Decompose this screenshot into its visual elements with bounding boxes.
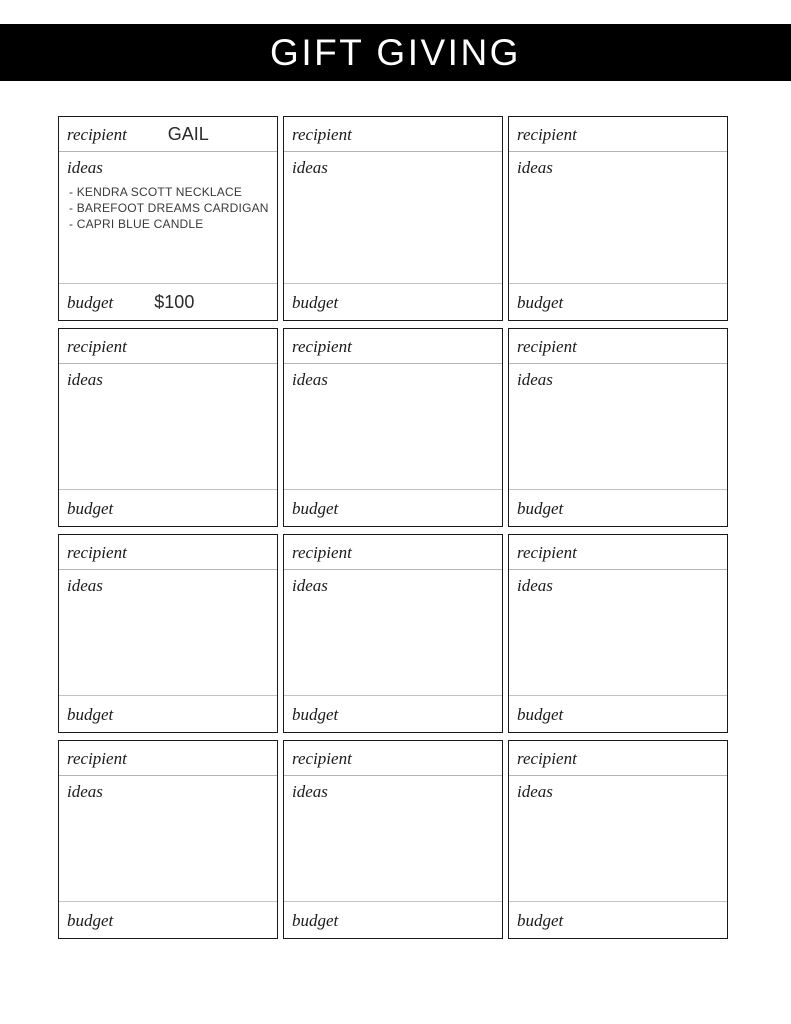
recipient-field[interactable] (59, 741, 277, 776)
ideas-field[interactable] (59, 181, 277, 284)
gift-card[interactable] (508, 116, 728, 321)
ideas-list (294, 805, 492, 809)
ideas-list (294, 599, 492, 603)
ideas-list (519, 181, 717, 185)
budget-label: budget (517, 910, 564, 930)
ideas-field[interactable] (59, 393, 277, 490)
budget-value[interactable]: $100 (154, 292, 195, 312)
ideas-label: ideas (517, 370, 553, 389)
ideas-label-row (284, 152, 502, 181)
page-title: GIFT GIVING (270, 32, 521, 73)
budget-label: budget (292, 292, 339, 312)
gift-card[interactable] (283, 116, 503, 321)
ideas-list (294, 181, 492, 185)
recipient-label: recipient (517, 124, 577, 144)
budget-field[interactable] (509, 696, 727, 732)
budget-field[interactable] (284, 696, 502, 732)
card-row (58, 534, 728, 733)
ideas-list (69, 599, 267, 603)
ideas-label-row (59, 364, 277, 393)
budget-field[interactable] (509, 490, 727, 526)
ideas-list (294, 393, 492, 397)
ideas-field[interactable] (59, 599, 277, 696)
ideas-list (69, 393, 267, 397)
recipient-field[interactable] (284, 741, 502, 776)
ideas-label: ideas (67, 576, 103, 595)
gift-card[interactable] (58, 328, 278, 527)
idea-item: - CAPRI BLUE CANDLE (69, 216, 204, 231)
card-row (58, 116, 728, 321)
ideas-list (519, 599, 717, 603)
budget-field[interactable] (59, 696, 277, 732)
recipient-field[interactable] (284, 117, 502, 152)
ideas-label-row (509, 776, 727, 805)
ideas-label: ideas (517, 576, 553, 595)
recipient-field[interactable] (509, 117, 727, 152)
ideas-field[interactable] (284, 805, 502, 902)
budget-field[interactable] (59, 490, 277, 526)
budget-field[interactable] (509, 902, 727, 938)
recipient-label: recipient (292, 336, 352, 356)
recipient-field[interactable] (59, 117, 277, 152)
recipient-label: recipient (517, 748, 577, 768)
ideas-list (69, 805, 267, 809)
gift-card[interactable] (283, 328, 503, 527)
budget-label: budget (292, 704, 339, 724)
recipient-label: recipient (517, 336, 577, 356)
ideas-label-row (59, 152, 277, 181)
recipient-label: recipient (67, 336, 127, 356)
ideas-field[interactable] (509, 599, 727, 696)
budget-field[interactable] (59, 284, 277, 320)
ideas-label-row (284, 364, 502, 393)
ideas-label: ideas (292, 782, 328, 801)
recipient-label: recipient (292, 748, 352, 768)
ideas-field[interactable] (59, 805, 277, 902)
recipient-label: recipient (517, 542, 577, 562)
ideas-label: ideas (292, 370, 328, 389)
budget-label: budget (292, 910, 339, 930)
ideas-field[interactable] (509, 181, 727, 284)
ideas-label-row (509, 152, 727, 181)
ideas-label-row (284, 776, 502, 805)
recipient-label: recipient (67, 542, 127, 562)
gift-card[interactable] (58, 116, 278, 321)
ideas-label: ideas (517, 158, 553, 177)
budget-label: budget (517, 704, 564, 724)
recipient-label: recipient (292, 124, 352, 144)
ideas-field[interactable] (284, 393, 502, 490)
budget-label: budget (67, 292, 114, 312)
ideas-label: ideas (67, 782, 103, 801)
gift-card[interactable] (58, 534, 278, 733)
ideas-label-row (284, 570, 502, 599)
ideas-field[interactable] (284, 599, 502, 696)
gift-card[interactable] (508, 534, 728, 733)
recipient-label: recipient (292, 542, 352, 562)
ideas-list (69, 181, 267, 233)
idea-item: - BAREFOOT DREAMS CARDIGAN (69, 200, 269, 215)
ideas-label: ideas (67, 370, 103, 389)
recipient-field[interactable] (59, 535, 277, 570)
ideas-field[interactable] (284, 181, 502, 284)
ideas-list (519, 393, 717, 397)
idea-item: - KENDRA SCOTT NECKLACE (69, 185, 243, 199)
ideas-label-row (59, 776, 277, 805)
recipient-field[interactable] (284, 535, 502, 570)
ideas-label-row (509, 570, 727, 599)
budget-field[interactable] (284, 490, 502, 526)
ideas-label: ideas (292, 158, 328, 177)
budget-label: budget (67, 498, 114, 518)
budget-field[interactable] (284, 902, 502, 938)
budget-field[interactable] (284, 284, 502, 320)
ideas-field[interactable] (509, 805, 727, 902)
recipient-label: recipient (67, 748, 127, 768)
ideas-label: ideas (67, 158, 103, 177)
budget-label: budget (292, 498, 339, 518)
ideas-field[interactable] (509, 393, 727, 490)
gift-card[interactable] (283, 740, 503, 939)
budget-label: budget (517, 498, 564, 518)
ideas-label: ideas (517, 782, 553, 801)
ideas-label-row (509, 364, 727, 393)
gift-card[interactable] (508, 328, 728, 527)
card-row (58, 740, 728, 939)
recipient-field[interactable] (509, 535, 727, 570)
recipient-field[interactable] (509, 329, 727, 364)
budget-label: budget (517, 292, 564, 312)
budget-field[interactable] (509, 284, 727, 320)
recipient-label: recipient (67, 124, 127, 144)
budget-field[interactable] (59, 902, 277, 938)
page-title-banner (0, 24, 791, 81)
recipient-field[interactable] (59, 329, 277, 364)
gift-card[interactable] (58, 740, 278, 939)
recipient-value[interactable]: GAIL (167, 124, 209, 144)
gift-giving-card-grid (58, 116, 728, 939)
budget-label: budget (67, 910, 114, 930)
card-row (58, 328, 728, 527)
budget-label: budget (67, 704, 114, 724)
recipient-field[interactable] (284, 329, 502, 364)
ideas-list (519, 805, 717, 809)
ideas-label: ideas (292, 576, 328, 595)
gift-card[interactable] (508, 740, 728, 939)
recipient-field[interactable] (509, 741, 727, 776)
ideas-label-row (59, 570, 277, 599)
gift-card[interactable] (283, 534, 503, 733)
